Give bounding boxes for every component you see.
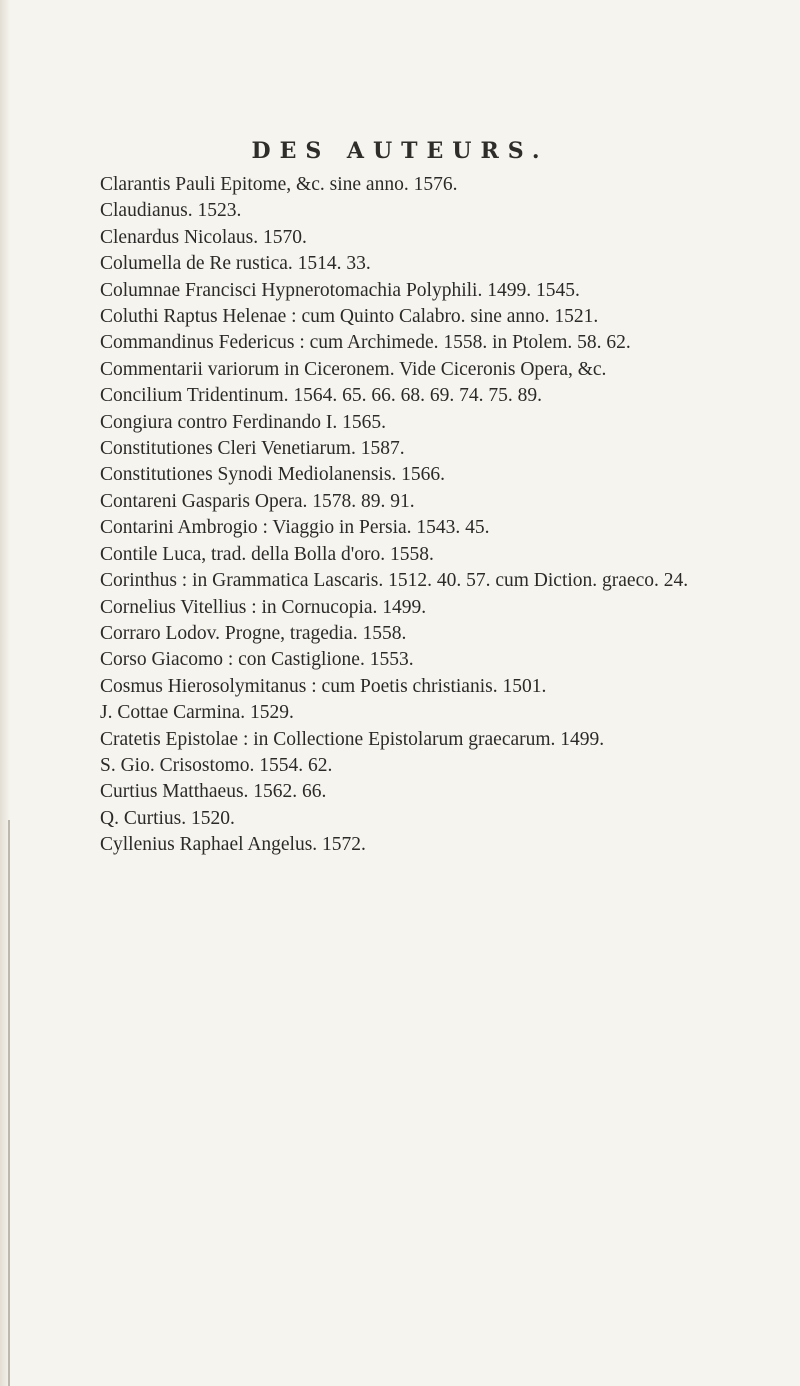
list-item: Congiura contro Ferdinando I. 1565.: [100, 411, 386, 433]
list-item: Constitutiones Synodi Mediolanensis. 1566.: [100, 464, 446, 486]
list-item: Curtius Matthaeus. 1562. 66.: [100, 781, 327, 803]
list-item: Corinthus : in Grammatica Lascaris. 1512. 40. 57. cum Diction. graeco. 24.: [100, 570, 689, 592]
list-item: Corraro Lodov. Progne, tragedia. 1558.: [100, 622, 407, 644]
list-item: Contarini Ambrogio : Viaggio in Persia. 1543. 45.: [100, 517, 490, 539]
list-item: Clenardus Nicolaus. 1570.: [100, 226, 307, 248]
list-item: Cosmus Hierosolymitanus : cum Poetis christianis. 1501.: [100, 675, 547, 697]
list-item: Cornelius Vitellius : in Cornucopia. 1499.: [100, 596, 427, 618]
binding-shadow: [8, 820, 10, 1386]
list-item: Cyllenius Raphael Angelus. 1572.: [100, 834, 366, 856]
list-item: Q. Curtius. 1520.: [100, 807, 235, 829]
list-item: S. Gio. Crisostomo. 1554. 62.: [100, 754, 333, 776]
list-item: Coluthi Raptus Helenae : cum Quinto Calabro. sine anno. 1521.: [100, 306, 599, 328]
list-item: Concilium Tridentinum. 1564. 65. 66. 68. 69. 74. 75. 89.: [100, 385, 543, 407]
list-item: Columella de Re rustica. 1514. 33.: [100, 253, 371, 275]
list-item: Columnae Francisci Hypnerotomachia Polyphili. 1499. 1545.: [100, 279, 580, 301]
list-item: Cratetis Epistolae : in Collectione Epistolarum graecarum. 1499.: [100, 728, 605, 750]
author-index-list: [100, 172, 780, 859]
running-head: DES AUTEURS.: [251, 138, 549, 164]
list-item: Contile Luca, trad. della Bolla d'oro. 1558.: [100, 543, 434, 565]
list-item: Constitutiones Cleri Venetiarum. 1587.: [100, 438, 405, 460]
list-item: Contareni Gasparis Opera. 1578. 89. 91.: [100, 490, 415, 512]
list-item: Corso Giacomo : con Castiglione. 1553.: [100, 649, 414, 671]
list-item: Commentarii variorum in Ciceronem. Vide Ciceronis Opera, &c.: [100, 358, 607, 380]
list-item: Commandinus Federicus : cum Archimede. 1558. in Ptolem. 58. 62.: [100, 332, 631, 354]
list-item: J. Cottae Carmina. 1529.: [100, 702, 294, 724]
list-item: Clarantis Pauli Epitome, &c. sine anno. 1576.: [100, 174, 458, 195]
list-item: Claudianus. 1523.: [100, 200, 242, 222]
